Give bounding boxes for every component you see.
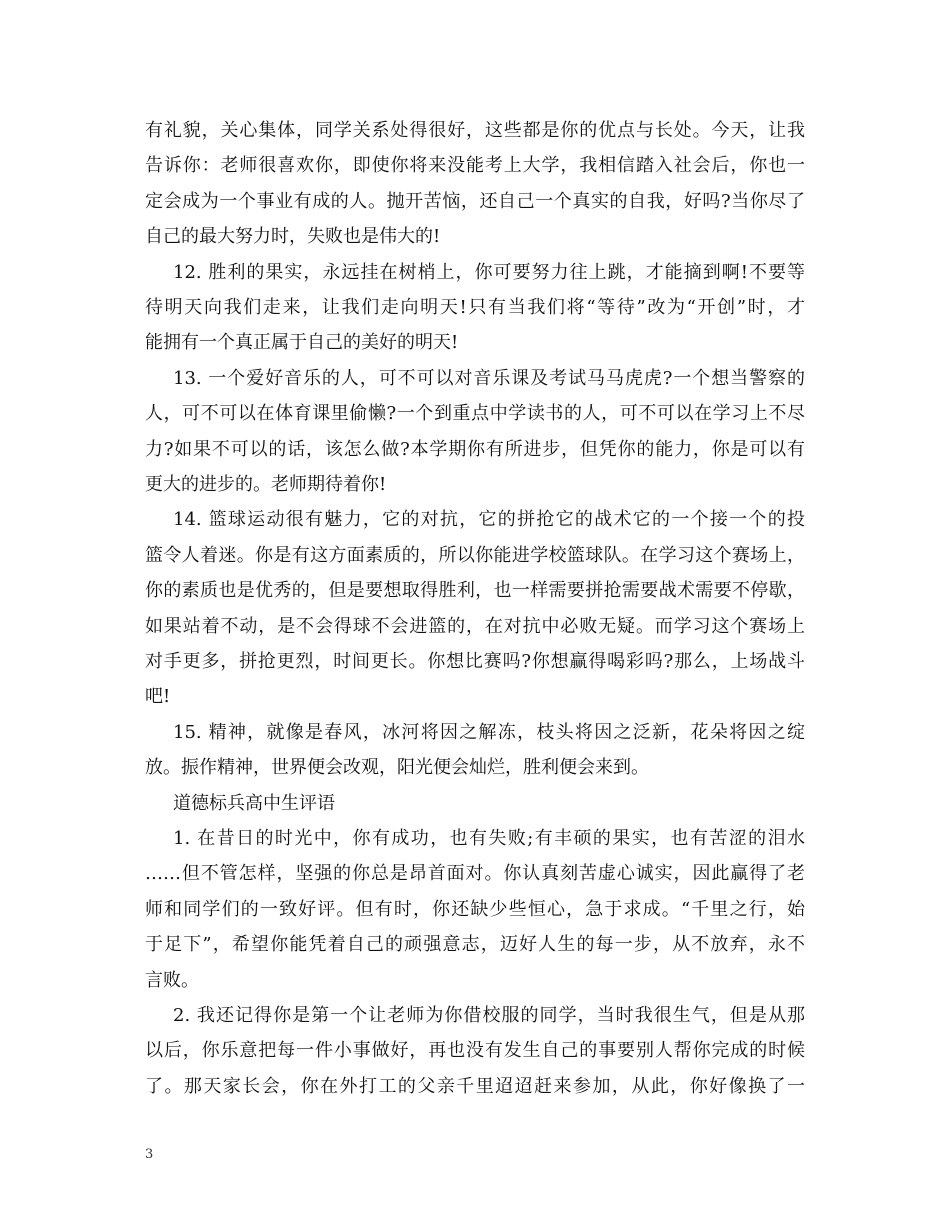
text-line: 能拥有一个真正属于自己的美好的明天! [145, 332, 459, 354]
text-line: 吧! [145, 686, 171, 708]
text-line: 1. 在昔日的时光中，你有成功，也有失败;有丰硕的果实，也有苦涩的泪水 [173, 828, 805, 849]
text-line: 有礼貌，关心集体，同学关系处得很好，这些都是你的优点与长处。今天，让我 [145, 120, 805, 141]
text-line: 道德标兵高中生评语 [173, 792, 335, 814]
text-line: 自己的最大努力时，失败也是伟大的! [145, 226, 441, 248]
text-line: 如果站着不动，是不会得球不会进篮的，在对抗中必败无疑。而学习这个赛场上 [145, 615, 805, 637]
text-line: 篮令人着迷。你是有这方面素质的，所以你能进学校篮球队。在学习这个赛场上， [145, 544, 805, 566]
text-line: 14. 篮球运动很有魅力，它的对抗，它的拼抢它的战术它的一个接一个的投 [173, 509, 805, 531]
text-line: 放。振作精神，世界便会改观，阳光便会灿烂，胜利便会来到。 [145, 757, 649, 779]
text-line: ……但不管怎样，坚强的你总是昂首面对。你认真刻苦虚心诚实，因此赢得了老 [145, 863, 805, 885]
text-line: 告诉你：老师很喜欢你，即使你将来没能考上大学，我相信踏入社会后，你也一 [145, 155, 805, 177]
text-line: 你的素质也是优秀的，但是要想取得胜利，也一样需要拼抢需要战术需要不停歇， [145, 580, 805, 602]
text-line: 于足下”，希望你能凭着自己的顽强意志，迈好人生的每一步，从不放弃，永不 [145, 934, 805, 956]
text-line: 人，可不可以在体育课里偷懒?一个到重点中学读书的人，可不可以在学习上不尽 [145, 403, 805, 425]
text-line: 对手更多，拼抢更烈，时间更长。你想比赛吗?你想赢得喝彩吗?那么，上场战斗 [145, 651, 805, 672]
text-line: 待明天向我们走来，让我们走向明天!只有当我们将“等待”改为“开创”时，才 [145, 297, 805, 318]
text-line: 更大的进步的。老师期待着你! [145, 474, 387, 495]
text-line: 2. 我还记得你是第一个让老师为你借校服的同学，当时我很生气，但是从那 [173, 1005, 805, 1026]
text-line: 师和同学们的一致好评。但有时，你还缺少些恒心，急于求成。“千里之行，始 [145, 898, 805, 920]
text-line: 13. 一个爱好音乐的人，可不可以对音乐课及考试马马虎虎?一个想当警察的 [173, 367, 805, 389]
text-line: 以后，你乐意把每一件小事做好，再也没有发生自己的事要别人帮你完成的时候 [145, 1040, 805, 1062]
text-line: 言败。 [145, 969, 199, 991]
text-line: 力?如果不可以的话，该怎么做?本学期你有所进步，但凭你的能力，你是可以有 [145, 438, 805, 460]
text-line: 了。那天家长会，你在外打工的父亲千里迢迢赶来参加，从此，你好像换了一 [145, 1075, 805, 1097]
text-line: 定会成为一个事业有成的人。抛开苦恼，还自己一个真实的自我，好吗?当你尽了 [145, 190, 805, 212]
text-line: 12. 胜利的果实，永远挂在树梢上，你可要努力往上跳，才能摘到啊!不要等 [173, 261, 805, 283]
text-line: 15. 精神，就像是春风，冰河将因之解冻，枝头将因之泛新，花朵将因之绽 [173, 721, 805, 743]
page-number: 3 [145, 1147, 154, 1162]
